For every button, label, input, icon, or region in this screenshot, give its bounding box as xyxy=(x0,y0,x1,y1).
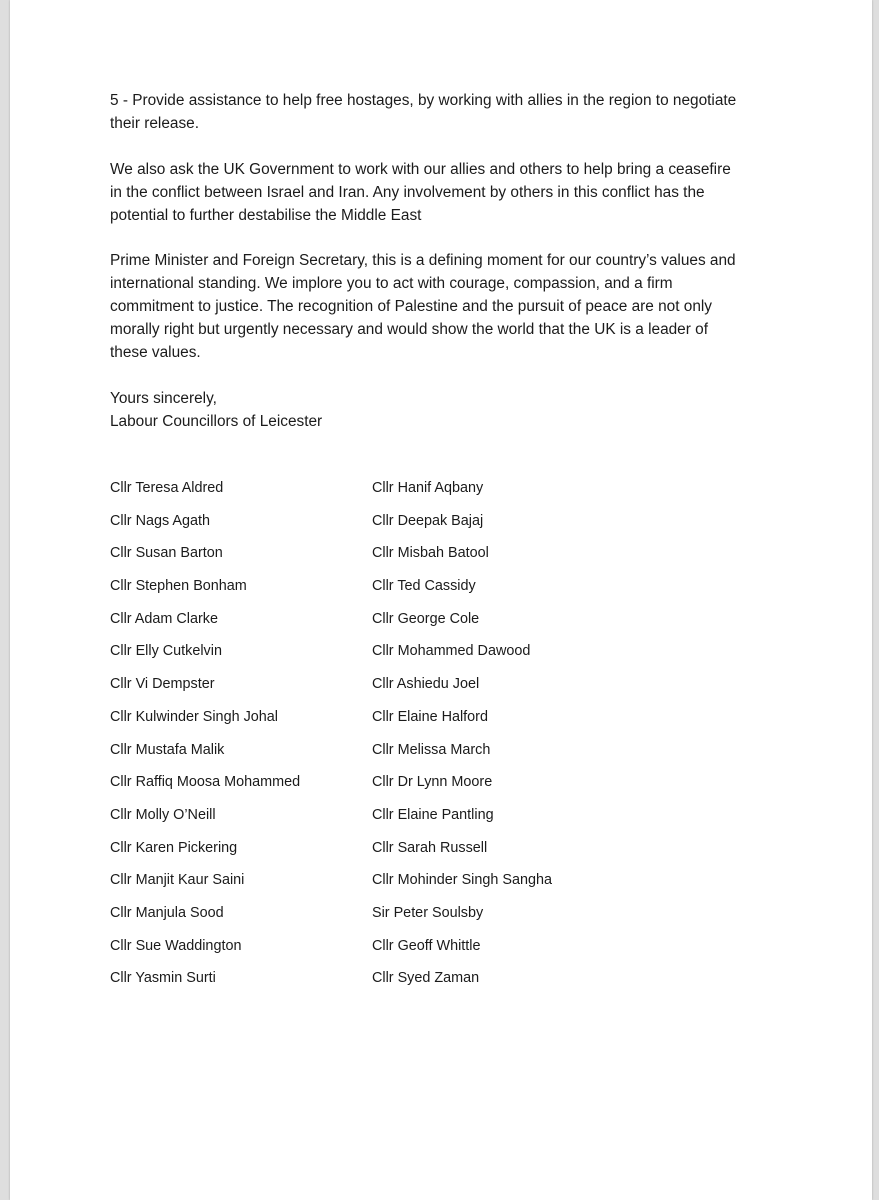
signatory-name: Cllr Mohinder Singh Sangha xyxy=(372,872,552,889)
signatory-name: Cllr Susan Barton xyxy=(110,545,223,562)
signatory-name: Cllr Geoff Whittle xyxy=(372,937,481,954)
signatory-name: Cllr Elaine Pantling xyxy=(372,806,494,823)
signatories-left-column xyxy=(110,478,300,1001)
signatory-name: Sir Peter Soulsby xyxy=(372,904,484,921)
page-shadow-left xyxy=(0,0,10,1200)
signatory-name: Cllr Raffiq Moosa Mohammed xyxy=(110,774,301,791)
signatory-name: Cllr Ted Cassidy xyxy=(372,578,476,595)
text-line: We also ask the UK Government to work with our allies and others to help bring a ceasefire xyxy=(110,161,731,178)
text-line: 5 - Provide assistance to help free hostages, by working with allies in the region to negotiate xyxy=(110,92,737,109)
signatories-right-column xyxy=(372,478,552,1001)
letter-closing xyxy=(110,387,790,433)
signatory-name: Cllr Mohammed Dawood xyxy=(372,643,531,660)
paragraph-ceasefire xyxy=(110,158,790,227)
sign-off: Yours sincerely, xyxy=(110,390,217,407)
signatory-name: Cllr Elaine Halford xyxy=(372,708,488,725)
paragraph-point-5 xyxy=(110,89,790,135)
signatory-name: Cllr Manjit Kaur Saini xyxy=(110,872,245,889)
signatory-name: Cllr Adam Clarke xyxy=(110,610,218,627)
signatory-name: Cllr Kulwinder Singh Johal xyxy=(110,708,278,725)
signatory-name: Cllr Dr Lynn Moore xyxy=(372,774,493,791)
signatory-name: Cllr Yasmin Surti xyxy=(110,970,216,987)
signatory-name: Cllr Syed Zaman xyxy=(372,970,480,987)
signatory-name: Cllr Mustafa Malik xyxy=(110,741,225,758)
signatory-name: Cllr Melissa March xyxy=(372,741,491,758)
signatory-name: Cllr Karen Pickering xyxy=(110,839,238,856)
text-line: international standing. We implore you to act with courage, compassion, and a firm xyxy=(110,275,673,292)
text-line: Prime Minister and Foreign Secretary, this is a defining moment for our country’s values and xyxy=(110,252,736,269)
text-line: their release. xyxy=(110,115,199,132)
signatory-name: Cllr Ashiedu Joel xyxy=(372,676,480,693)
paragraph-appeal xyxy=(110,249,790,364)
text-line: in the conflict between Israel and Iran. Any involvement by others in this conflict has the xyxy=(110,184,705,201)
signatory-name: Cllr Vi Dempster xyxy=(110,676,215,693)
signatory-name: Cllr Molly O’Neill xyxy=(110,806,216,823)
text-line: potential to further destabilise the Middle East xyxy=(110,207,422,224)
signatory-name: Cllr Elly Cutkelvin xyxy=(110,643,222,660)
signatory-name: Cllr Sue Waddington xyxy=(110,937,242,954)
signatory-name: Cllr Stephen Bonham xyxy=(110,578,247,595)
signatory-group: Labour Councillors of Leicester xyxy=(110,413,323,430)
signatory-name: Cllr Hanif Aqbany xyxy=(372,480,484,496)
signatory-name: Cllr Teresa Aldred xyxy=(110,480,224,496)
signatory-name: Cllr Manjula Sood xyxy=(110,904,224,921)
text-line: these values. xyxy=(110,344,201,361)
signatory-name: Cllr Sarah Russell xyxy=(372,839,488,856)
signatory-name: Cllr Misbah Batool xyxy=(372,545,489,562)
text-line: morally right but urgently necessary and would show the world that the UK is a leader of xyxy=(110,321,708,338)
signatory-name: Cllr Nags Agath xyxy=(110,512,210,529)
signatory-name: Cllr Deepak Bajaj xyxy=(372,512,484,529)
text-line: commitment to justice. The recognition of Palestine and the pursuit of peace are not only xyxy=(110,298,713,315)
signatory-name: Cllr George Cole xyxy=(372,610,480,627)
page-shadow-right xyxy=(872,0,879,1200)
